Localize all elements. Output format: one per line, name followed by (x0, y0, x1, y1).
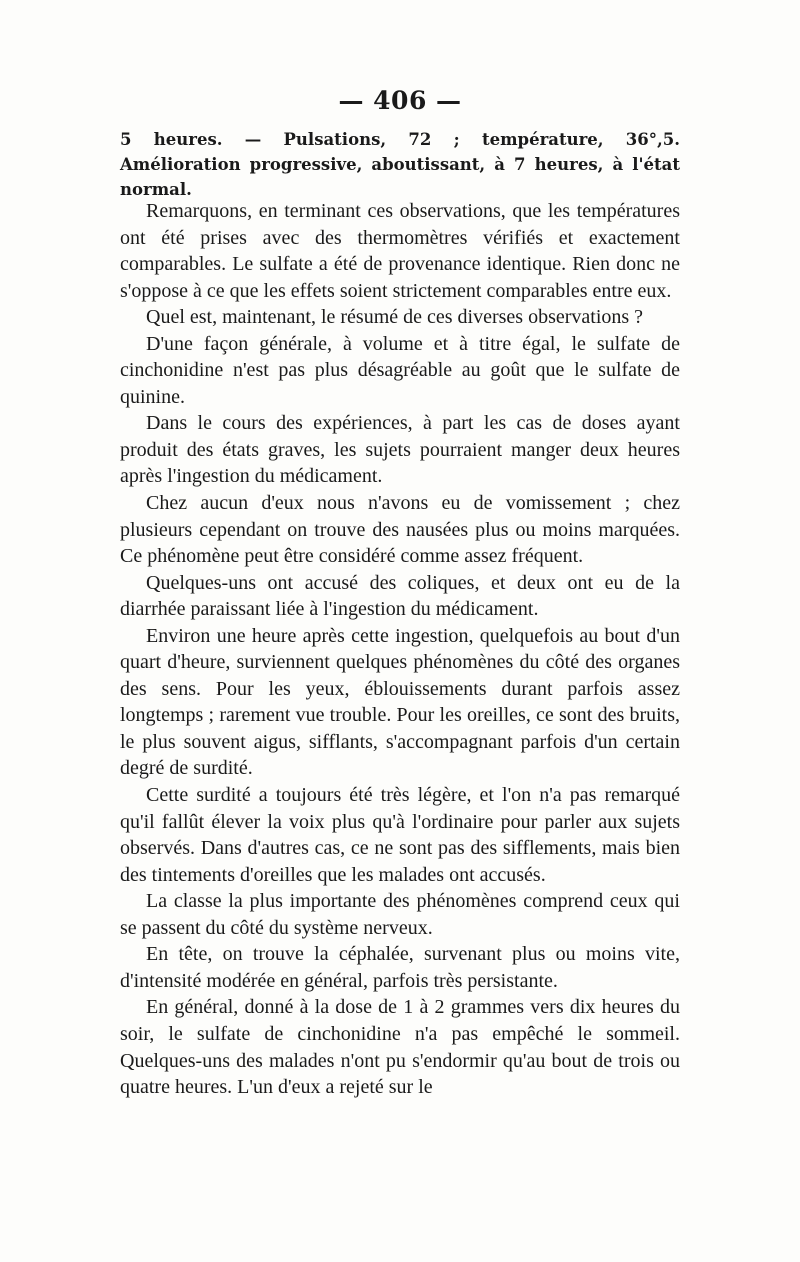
paragraph: Quelques-uns ont accusé des coliques, et deux ont eu de la diarrhée paraissant liée à l'ingestion du médicament. (120, 571, 680, 621)
intro-paragraph: 5 heures. — Pulsations, 72 ; température, 36°,5. Amélioration progressive, aboutissant, à 7 heures, à l'état normal. (120, 130, 680, 199)
body-text (120, 198, 680, 1101)
paragraph: Remarquons, en terminant ces observations, que les températures ont été prises avec des thermomètres vérifiés et exactement comparables. Le sulfate a été de provenance identique. Rien donc ne s'oppose à ce que les effets soient strictement comparables entre eux. (120, 200, 680, 302)
paragraph: Dans le cours des expériences, à part les cas de doses ayant produit des états graves, les sujets pourraient manger deux heures après l'ingestion du médicament. (120, 412, 680, 488)
paragraph: Chez aucun d'eux nous n'avons eu de vomissement ; chez plusieurs cependant on trouve des nausées plus ou moins marquées. Ce phénomène peut être considéré comme assez fréquent. (120, 492, 680, 568)
paragraph: En tête, on trouve la céphalée, survenant plus ou moins vite, d'intensité modérée en général, parfois très persistante. (120, 943, 680, 992)
paragraph: La classe la plus importante des phénomènes comprend ceux qui se passent du côté du système nerveux. (120, 890, 680, 939)
paragraph: En général, donné à la dose de 1 à 2 grammes vers dix heures du soir, le sulfate de cinchonidine n'a pas empêché le sommeil. Quelques-uns des malades n'ont pu s'endormir qu'au bout de trois ou quatre heures. L'un d'eux a rejeté sur le (120, 996, 680, 1099)
page-number: — 406 — (338, 86, 462, 115)
paragraph: D'une façon générale, à volume et à titre égal, le sulfate de cinchonidine n'est pas plus désagréable au goût que le sulfate de quinine. (120, 332, 680, 408)
paragraph: Quel est, maintenant, le résumé de ces diverses observations ? (146, 306, 644, 329)
paragraph: Environ une heure après cette ingestion, quelquefois au bout d'un quart d'heure, surviennent quelques phénomènes du côté des organes des sens. Pour les yeux, éblouissements durant parfois assez longtemps ; rarement vue trouble. Pour les oreilles, ce sont des bruits, le plus souvent aigus, sifflants, s'accompagnant parfois d'un certain degré de surdité. (120, 624, 680, 780)
paragraph: Cette surdité a toujours été très légère, et l'on n'a pas remarqué qu'il fallût élever la voix plus qu'à l'ordinaire pour parler aux sujets observés. Dans d'autres cas, ce ne sont pas des sifflements, mais bien des tintements d'oreilles que les malades ont accusés. (120, 784, 680, 886)
